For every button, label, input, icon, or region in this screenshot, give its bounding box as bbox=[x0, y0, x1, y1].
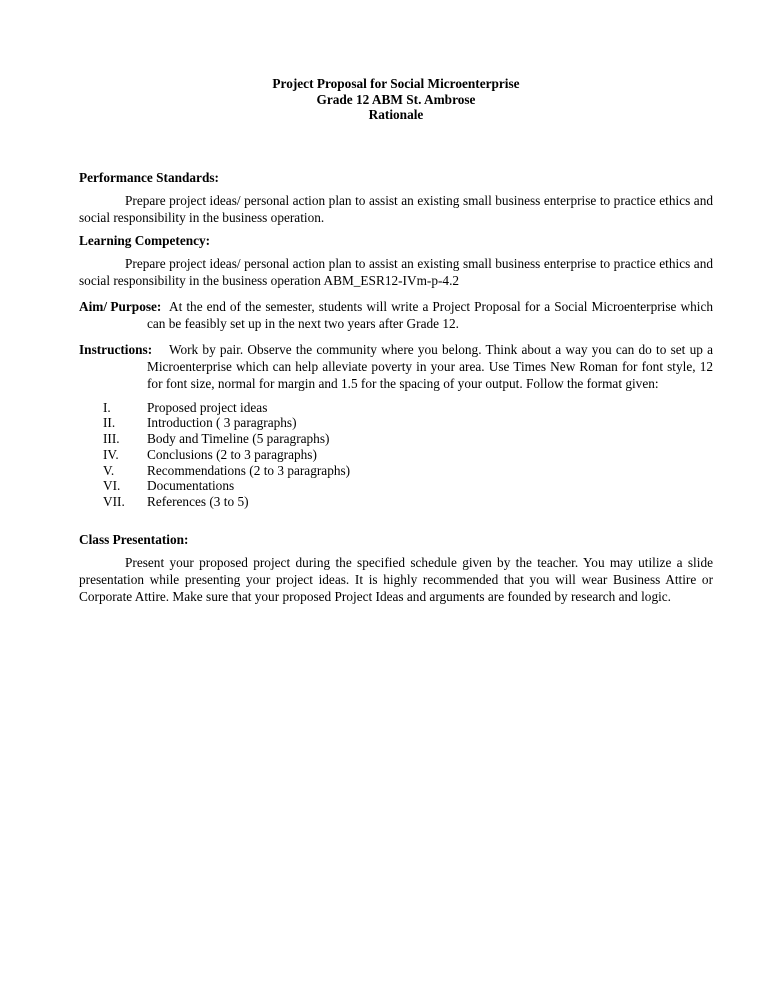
learning-competency-heading: Learning Competency: bbox=[79, 232, 211, 248]
list-item: V. Recommendations (2 to 3 paragraphs) bbox=[103, 462, 351, 478]
document-page bbox=[79, 76, 713, 605]
performance-standards-heading: Performance Standards: bbox=[79, 169, 219, 185]
format-list bbox=[79, 400, 713, 511]
section-title: Rationale bbox=[368, 107, 424, 122]
list-item: VI. Documentations bbox=[103, 478, 235, 494]
document-title: Project Proposal for Social Microenterprise bbox=[272, 76, 520, 91]
class-presentation-text: Present your proposed project during the specified schedule given by the teacher. You may utilize a slide presentation while presenting your project ideas. It is highly recommended that you will wear Business Attire or Corporate Attire. Make sure that your proposed Project Ideas and arguments are founded by research and logic. bbox=[79, 555, 713, 605]
aim-purpose-text: At the end of the semester, students will write a Project Proposal for a Social Microenterprise which can be feasibly set up in the next two years after Grade 12. bbox=[147, 298, 713, 331]
list-item: VII. References (3 to 5) bbox=[103, 494, 249, 510]
learning-competency-text: Prepare project ideas/ personal action plan to assist an existing small business enterprise to practice ethics and social responsibility in the business operation ABM_ESR12-IVm-p-4.2 bbox=[79, 255, 713, 288]
aim-purpose-label: Aim/ Purpose: bbox=[79, 298, 162, 314]
class-presentation-heading: Class Presentation: bbox=[79, 532, 189, 548]
title-block bbox=[79, 76, 713, 123]
list-item: III. Body and Timeline (5 paragraphs) bbox=[103, 431, 330, 447]
aim-purpose-block bbox=[79, 298, 713, 332]
instructions-block bbox=[79, 341, 713, 392]
instructions-text: Work by pair. Observe the community where you belong. Think about a way you can do to set up a Microenterprise which can help alleviate poverty in your area. Use Times New Roman for font style, 12 for font size, normal for margin and 1.5 for the spacing of your output. Follow the format given: bbox=[147, 341, 713, 391]
list-item: I. Proposed project ideas bbox=[103, 399, 268, 415]
performance-standards-text: Prepare project ideas/ personal action plan to assist an existing small business enterprise to practice ethics and social responsibility in the business operation. bbox=[79, 192, 713, 225]
instructions-label: Instructions: bbox=[79, 341, 153, 357]
list-item: IV. Conclusions (2 to 3 paragraphs) bbox=[103, 446, 317, 462]
list-item: II. Introduction ( 3 paragraphs) bbox=[103, 415, 297, 431]
document-subtitle: Grade 12 ABM St. Ambrose bbox=[316, 91, 476, 107]
